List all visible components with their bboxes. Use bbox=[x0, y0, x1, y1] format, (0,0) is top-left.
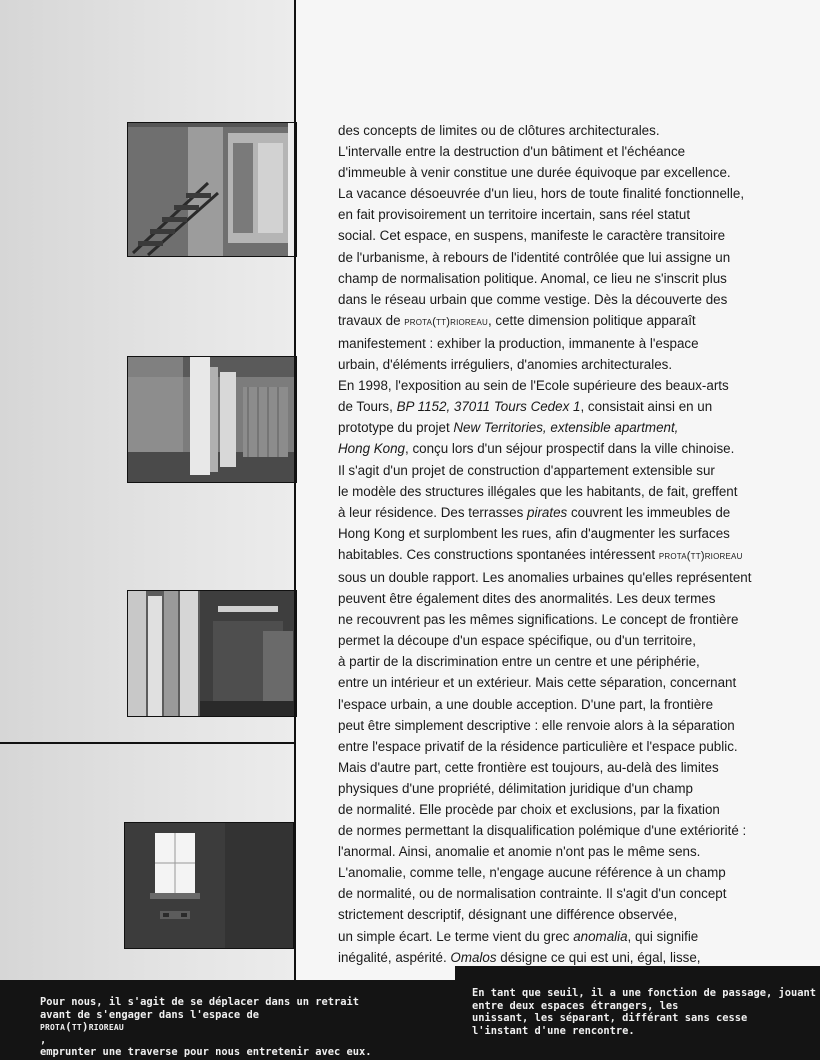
text-line: l'anormal. Ainsi, anomalie et anomie n'ont pas le même sens. bbox=[338, 844, 701, 860]
text-line: ne recouvrent pas les mêmes significations. Le concept de frontière bbox=[338, 612, 739, 628]
text-line: Hong Kong et surplombent les rues, afin d'augmenter les surfaces bbox=[338, 525, 730, 541]
text-line: l'espace urbain, a une double acception. D'une part, la frontière bbox=[338, 696, 714, 712]
text-line: de normalité, ou de normalisation contrainte. Il s'agit d'un concept bbox=[338, 886, 727, 902]
text-line: le modèle des structures illégales que les habitants, de fait, greffent bbox=[338, 483, 738, 499]
text-line: strictement descriptif, désignant une différence observée, bbox=[338, 907, 678, 923]
text-line: entre un intérieur et un extérieur. Mais cette séparation, concernant bbox=[338, 675, 737, 691]
caption-left: Pour nous, il s'agit de se déplacer dans un retrait avant de s'engager dans l'espace de prota(tt)rioreau , emprunter une traverse pour nous entretenir avec eux. bbox=[40, 996, 372, 1059]
text-line: entre l'espace privatif de la résidence particulière et l'espace public. bbox=[338, 738, 738, 754]
text-line: physiques d'une propriété, délimitation juridique d'un champ bbox=[338, 780, 693, 796]
text-line: prototype du projet New Territories, extensible apartment, bbox=[338, 420, 679, 436]
text-line: de l'urbanisme, à rebours de l'identité contrôlée que lui assigne un bbox=[338, 249, 731, 265]
text-line: dans le réseau urbain que comme vestige. Dès la découverte des bbox=[338, 291, 728, 307]
brand-name: prota(tt)rioreau bbox=[404, 315, 488, 328]
photo-interior-column bbox=[127, 356, 297, 483]
horizontal-rule bbox=[0, 742, 296, 744]
text-line: permet la découpe d'un espace spécifique, ou d'un territoire, bbox=[338, 633, 696, 649]
text-line: habitables. Ces constructions spontanées intéressent prota(tt)rioreau bbox=[338, 546, 743, 562]
text-line: à partir de la discrimination entre un centre et une périphérie, bbox=[338, 654, 700, 670]
text-line: peuvent être également dites des anormalités. Les deux termes bbox=[338, 591, 716, 607]
text-line: La vacance désoeuvrée d'un lieu, hors de toute finalité fonctionnelle, bbox=[338, 186, 745, 202]
text-line: En 1998, l'exposition au sein de l'Ecole supérieure des beaux-arts bbox=[338, 378, 729, 394]
text-line: manifestement : exhiber la production, immanente à l'espace bbox=[338, 335, 699, 351]
photo-window bbox=[124, 822, 294, 949]
text-line: un simple écart. Le terme vient du grec anomalia, qui signifie bbox=[338, 928, 699, 944]
text-line: sous un double rapport. Les anomalies urbaines qu'elles représentent bbox=[338, 569, 752, 585]
text-line: d'immeuble à venir constitue une durée équivoque par excellence. bbox=[338, 165, 731, 181]
text-line: L'intervalle entre la destruction d'un bâtiment et l'échéance bbox=[338, 144, 686, 160]
text-line: peut être simplement descriptive : elle renvoie alors à la séparation bbox=[338, 717, 735, 733]
text-line: L'anomalie, comme telle, n'engage aucune référence à un champ bbox=[338, 865, 726, 881]
text-line: travaux de prota(tt)rioreau, cette dimension politique apparaît bbox=[338, 312, 696, 328]
text-line: Mais d'autre part, cette frontière est toujours, au-delà des limites bbox=[338, 759, 719, 775]
text-line: urbain, d'éléments irréguliers, d'anomies architecturales. bbox=[338, 357, 673, 373]
text-line: Hong Kong, conçu lors d'un séjour prospectif dans la ville chinoise. bbox=[338, 441, 735, 457]
photo-interior-corridor bbox=[127, 590, 297, 717]
brand-name: prota(tt)rioreau bbox=[40, 1020, 124, 1034]
vertical-rule bbox=[294, 0, 296, 980]
text-line: des concepts de limites ou de clôtures architecturales. bbox=[338, 123, 660, 138]
text-line: à leur résidence. Des terrasses pirates couvrent les immeubles de bbox=[338, 504, 731, 520]
text-line: de normes permettant la disqualification polémique d'une extériorité : bbox=[338, 823, 747, 839]
text-line: champ de normalisation politique. Anomal, ce lieu ne s'inscrit plus bbox=[338, 270, 727, 286]
caption-right: En tant que seuil, il a une fonction de passage, jouant entre deux espaces étrangers, les unissant, les séparant, différant sans cesse l'instant d'une rencontre. bbox=[472, 987, 817, 1037]
text-line: Il s'agit d'un projet de construction d'appartement extensible sur bbox=[338, 462, 715, 478]
text-line: de Tours, BP 1152, 37011 Tours Cedex 1, consistait ainsi en un bbox=[338, 399, 713, 415]
text-line: inégalité, aspérité. Omalos désigne ce qui est uni, égal, lisse, bbox=[338, 949, 701, 965]
brand-name: prota(tt)rioreau bbox=[658, 549, 743, 562]
text-line: de normalité. Elle procède par choix et exclusions, par la fixation bbox=[338, 802, 720, 817]
text-line: social. Cet espace, en suspens, manifeste le caractère transitoire bbox=[338, 228, 726, 244]
text-line: en fait provisoirement un territoire incertain, sans réel statut bbox=[338, 207, 691, 223]
body-text bbox=[338, 120, 808, 968]
photo-staircase bbox=[127, 122, 297, 257]
